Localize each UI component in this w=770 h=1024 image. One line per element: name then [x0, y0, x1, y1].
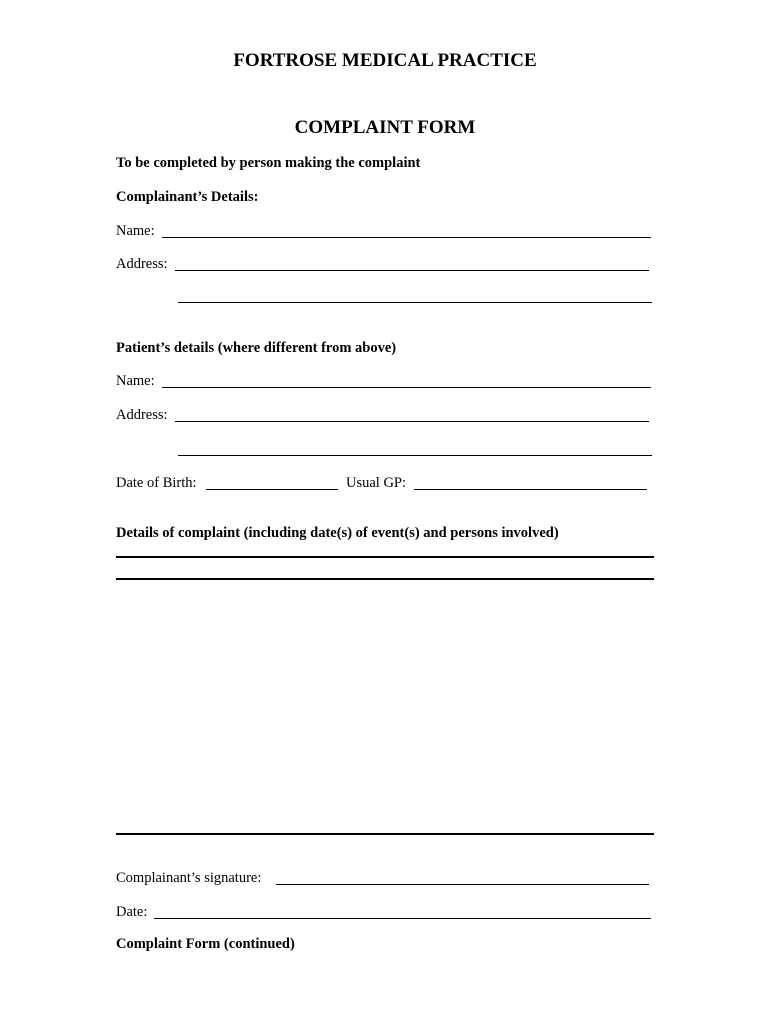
complainant-address-field[interactable] [175, 270, 649, 271]
date-of-birth-label: Date of Birth: [116, 475, 197, 491]
date-label: Date: [116, 904, 148, 920]
patient-address-field[interactable] [175, 421, 649, 422]
signature-label: Complainant’s signature: [116, 870, 262, 886]
form-title: COMPLAINT FORM [294, 117, 476, 138]
usual-gp-label: Usual GP: [346, 475, 407, 491]
complaint-details-heading: Details of complaint (including date(s) of event(s) and persons involved) [116, 525, 559, 541]
signature-field[interactable] [276, 884, 649, 885]
date-field[interactable] [154, 918, 651, 919]
patient-details-heading: Patient’s details (where different from above) [116, 340, 397, 356]
complaint-top-rule [116, 556, 654, 558]
complainant-details-heading: Complainant’s Details: [116, 189, 259, 205]
practice-name: FORTROSE MEDICAL PRACTICE [233, 50, 537, 71]
instructions-text: To be completed by person making the complaint [116, 155, 421, 171]
usual-gp-field[interactable] [414, 489, 647, 490]
complainant-address-label: Address: [116, 256, 168, 272]
complainant-name-label: Name: [116, 223, 155, 239]
complaint-bottom-rule [116, 833, 654, 835]
patient-name-label: Name: [116, 373, 155, 389]
complainant-name-field[interactable] [162, 237, 651, 238]
patient-address-label: Address: [116, 407, 168, 423]
patient-name-field[interactable] [162, 387, 651, 388]
patient-address-field-2[interactable] [178, 455, 652, 456]
continued-heading: Complaint Form (continued) [116, 936, 295, 952]
complainant-address-field-2[interactable] [178, 302, 652, 303]
date-of-birth-field[interactable] [206, 489, 338, 490]
complaint-details-field[interactable] [116, 578, 654, 580]
